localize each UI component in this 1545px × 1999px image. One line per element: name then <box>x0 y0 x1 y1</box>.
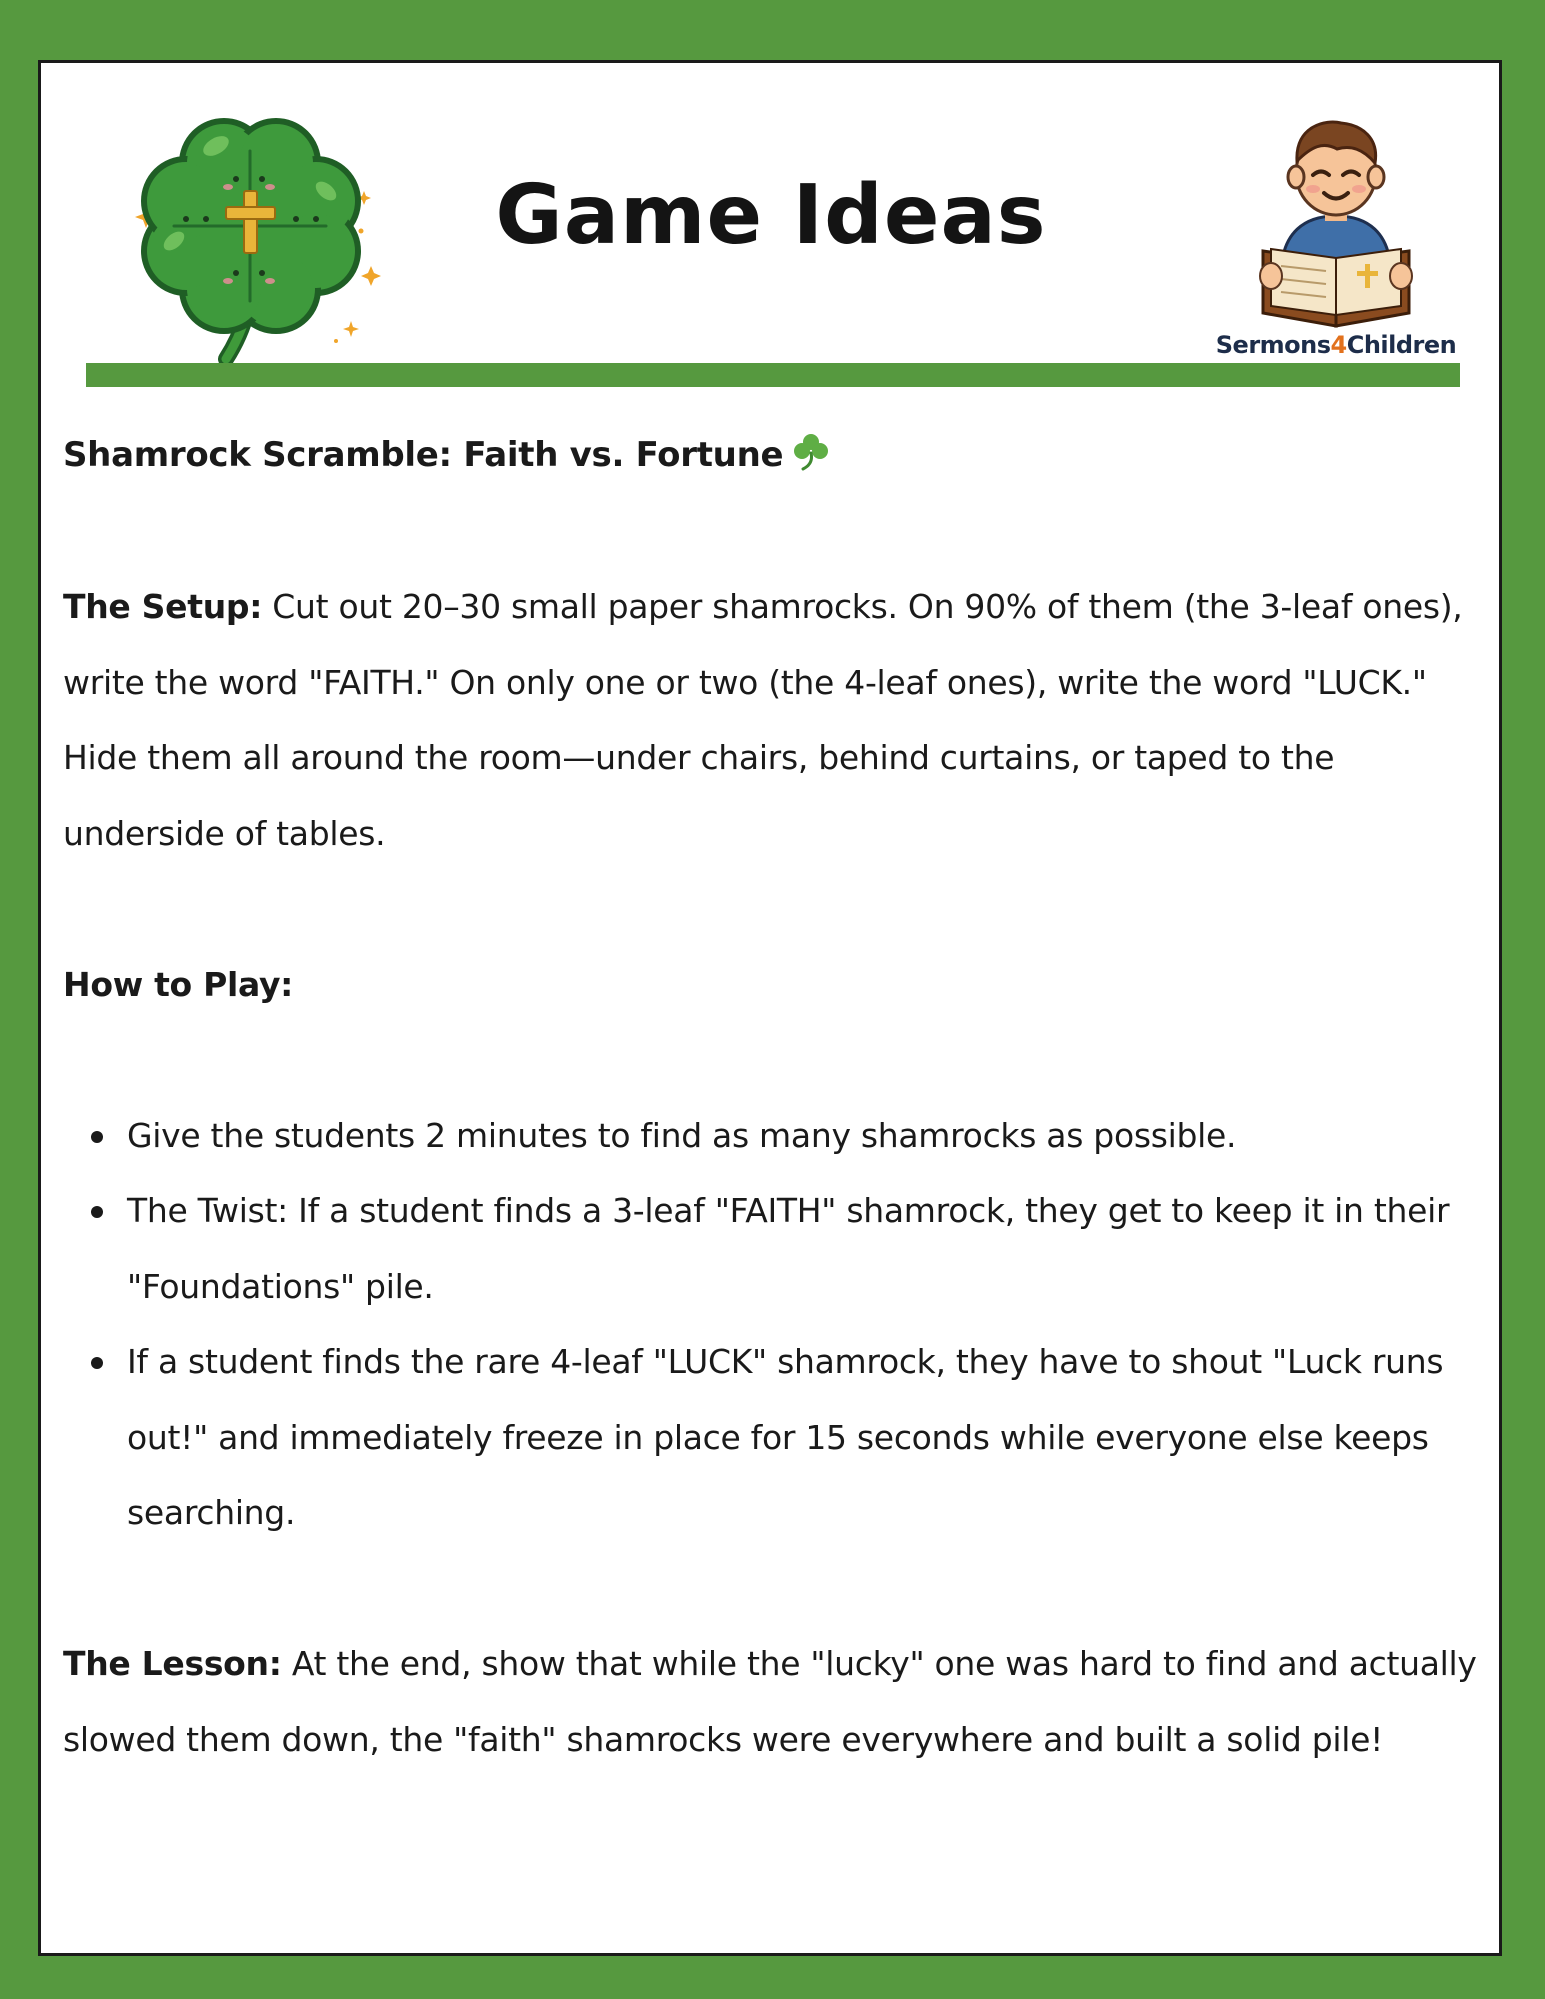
game-content <box>63 418 1483 1777</box>
setup-text: Cut out 20–30 small paper shamrocks. On 90% of them (the 3-leaf ones), write the word "FAITH." On only one or two (the 4-leaf ones), write the word "LUCK." Hide them all around the room—under chairs, behind curtains, or taped to the underside of tables. <box>63 587 1463 853</box>
lesson-label: The Lesson: <box>63 1644 282 1683</box>
brand-logo <box>1201 101 1471 391</box>
shamrock-icon <box>791 423 831 463</box>
setup-paragraph <box>63 569 1483 871</box>
list-item: Give the students 2 minutes to find as many shamrocks as possible. <box>127 1098 1483 1174</box>
how-to-play-label: How to Play: <box>63 964 294 1004</box>
four-leaf-clover-with-cross-icon <box>116 91 386 373</box>
setup-label: The Setup: <box>63 587 263 626</box>
lesson-paragraph <box>63 1626 1483 1777</box>
list-item: If a student finds the rare 4-leaf "LUCK" shamrock, they have to shout "Luck runs out!" and immediately freeze in place for 15 seconds while everyone else keeps searching. <box>127 1324 1483 1551</box>
bullet-icon <box>91 1131 103 1143</box>
brand-name: Sermons4Children <box>1215 331 1457 359</box>
game-title: Shamrock Scramble: Faith vs. Fortune <box>63 418 1483 494</box>
page-title: Game Ideas <box>495 168 1047 263</box>
lesson-text: At the end, show that while the "lucky" one was hard to find and actually slowed them down, the "faith" shamrocks were everywhere and built a solid pile! <box>63 1644 1477 1759</box>
rules-list <box>63 1098 1483 1551</box>
bullet-icon <box>91 1357 103 1369</box>
boy-reading-bible-icon <box>1251 101 1421 333</box>
list-item: The Twist: If a student finds a 3-leaf "FAITH" shamrock, they get to keep it in their "Foundations" pile. <box>127 1173 1483 1324</box>
worksheet-page <box>38 60 1502 1956</box>
header-divider <box>86 363 1460 387</box>
bullet-icon <box>91 1206 103 1218</box>
